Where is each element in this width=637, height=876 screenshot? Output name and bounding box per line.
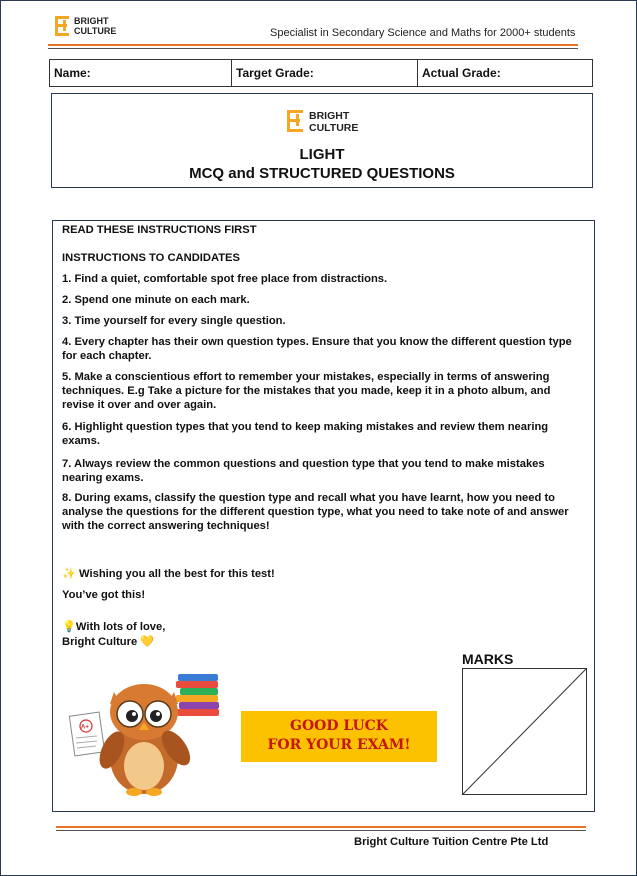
student-info-table xyxy=(49,59,593,87)
bright-culture-logo xyxy=(54,14,134,38)
got-this-text: You’ve got this! xyxy=(62,589,146,601)
svg-text:A+: A+ xyxy=(81,724,89,731)
good-luck-line2: FOR YOUR EXAM! xyxy=(267,737,411,753)
header-divider xyxy=(48,44,578,46)
title-logo xyxy=(286,108,374,134)
owl-mascot-illustration xyxy=(64,670,224,800)
footer-company: Bright Culture Tuition Centre Pte Ltd xyxy=(354,836,549,848)
logo-mark-icon xyxy=(55,16,69,36)
logo-mark-icon xyxy=(287,110,303,132)
target-grade-field[interactable]: Target Grade: xyxy=(232,60,418,86)
actual-grade-field[interactable]: Actual Grade: xyxy=(422,66,501,80)
instruction-item: 1. Find a quiet, comfortable spot free place from distractions. xyxy=(62,273,388,285)
svg-text:CULTURE: CULTURE xyxy=(309,122,359,134)
signoff-text: Bright Culture 💛 xyxy=(62,636,155,648)
instruction-item: 4. Every chapter has their own question types. Ensure that you know the different question type for each chapter. xyxy=(62,336,572,362)
svg-text:BRIGHT: BRIGHT xyxy=(74,16,109,26)
instruction-item: 3. Time yourself for every single question. xyxy=(62,315,286,327)
good-luck-line1: GOOD LUCK xyxy=(290,718,388,734)
page-title: LIGHT xyxy=(299,146,345,163)
instruction-item: 5. Make a conscientious effort to remember your mistakes, especially in terms of answering techniques. E.g Take a picture for the mistakes that you made, keep it in a photo album, and revise it over and over again. xyxy=(62,371,551,411)
marks-diagonal xyxy=(462,668,587,795)
name-field[interactable]: Name: xyxy=(50,60,232,86)
header-tagline: Specialist in Secondary Science and Maths for 2000+ students xyxy=(270,27,576,39)
marks-box[interactable] xyxy=(462,668,587,795)
test-paper-icon xyxy=(69,712,104,756)
instruction-item: 8. During exams, classify the question type and recall what you have learnt, how you need to analyse the questions for the different question type, what you need to take note of and answer with the correct answering techniques! xyxy=(62,492,569,532)
good-luck-banner xyxy=(241,711,437,762)
read-first-heading: READ THESE INSTRUCTIONS FIRST xyxy=(62,224,257,236)
footer-divider-thin xyxy=(56,830,586,831)
header-divider-thin xyxy=(48,48,578,49)
instruction-item: 2. Spend one minute on each mark. xyxy=(62,294,250,306)
marks-label: MARKS xyxy=(462,651,514,667)
instruction-item: 6. Highlight question types that you tend to keep making mistakes and review them nearing exams. xyxy=(62,421,549,447)
svg-text:BRIGHT: BRIGHT xyxy=(309,110,350,122)
love-text: 💡With lots of love, xyxy=(62,621,166,633)
book-stack-icon xyxy=(176,674,219,716)
instructions-heading: INSTRUCTIONS TO CANDIDATES xyxy=(62,252,240,264)
footer-divider xyxy=(56,826,586,828)
page-subtitle: MCQ and STRUCTURED QUESTIONS xyxy=(189,165,455,182)
svg-text:CULTURE: CULTURE xyxy=(74,26,117,36)
wish-text: ✨ Wishing you all the best for this test! xyxy=(62,568,275,580)
title-box xyxy=(51,93,593,188)
instruction-item: 7. Always review the common questions and question type that you tend to make mistakes nearing exams. xyxy=(62,458,545,484)
